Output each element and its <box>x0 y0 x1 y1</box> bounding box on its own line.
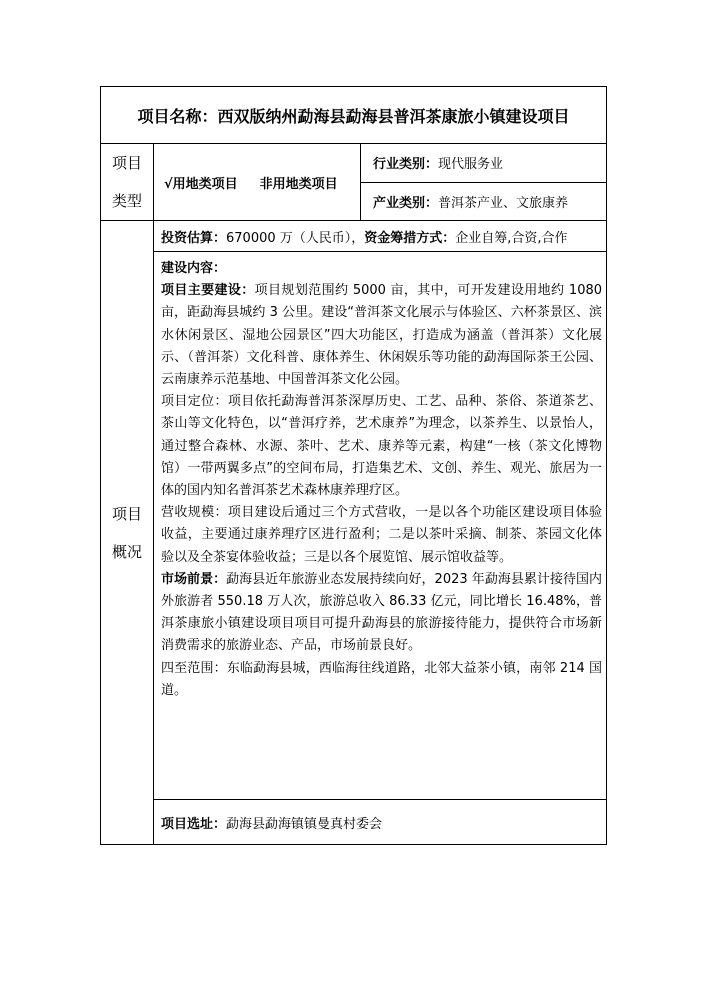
investment-label: 投资估算： <box>161 230 227 246</box>
industry-category-cell <box>361 144 607 183</box>
construction-content-heading: 建设内容： <box>161 261 227 276</box>
market-text: 勐海县近年旅游业态发展持续向好，2023 年勐海县累计接待国内外旅游者 550.18 万人次，旅游总收入 86.33 亿元，同比增长 16.48%，普洱茶康旅小镇建设项目项目可提升勐海县的旅游接待能力，提供符合市场新消费需求的旅游业态、产品，市场前景良好。 <box>161 571 603 654</box>
project-type-label-line1: 项目 <box>111 154 142 172</box>
main-construction-paragraph <box>161 280 602 391</box>
market-paragraph <box>161 569 602 658</box>
address-label: 项目选址： <box>161 816 227 832</box>
industry-category-label: 行业类别： <box>373 157 439 173</box>
main-construction-label: 项目主要建设： <box>161 283 255 299</box>
funding-label: 资金筹措方式： <box>364 230 456 246</box>
product-category-value: 普洱茶产业、文旅康养 <box>438 195 569 211</box>
industry-category-value: 现代服务业 <box>438 157 504 173</box>
project-title: 项目名称：西双版纳州勐海县勐海县普洱茶康旅小镇建设项目 <box>101 87 607 144</box>
main-construction-text: 项目规划范围约 5000 亩，其中，可开发建设用地约 1080 亩，距勐海县城约 3 公里。建设“普洱茶文化展示与体验区、六杯茶景区、滨水休闲景区、湿地公园景区”四大功能区，打造成为涵盖（普洱茶）文化展示、（普洱茶）文化科普、康体养生、休闲娱乐等功能的勐海国际茶王公园、云南康养示范基地、中国普洱茶文化公园。 <box>161 283 603 388</box>
project-address-cell <box>154 800 607 845</box>
market-label: 市场前景： <box>161 571 227 587</box>
product-category-label: 产业类别： <box>373 195 439 211</box>
overview-label <box>101 221 154 845</box>
product-category-cell <box>361 182 607 221</box>
revenue-paragraph: 营收规模：项目建设后通过三个方式营收，一是以各个功能区建设项目体验收益，主要通过康养理疗区进行盈利；二是以茶叶采摘、制茶、茶园文化体验以及全茶宴体验收益；三是以各个展览馆、展示馆收益等。 <box>161 505 603 565</box>
overview-label-line1: 项目 <box>111 504 142 523</box>
construction-content-cell <box>154 252 607 800</box>
land-use-checked-option: √用地类项目 <box>164 176 238 192</box>
funding-value: 企业自筹,合资,合作 <box>455 230 568 246</box>
address-value: 勐海县勐海镇镇曼真村委会 <box>226 816 383 832</box>
boundary-paragraph: 四至范围：东临勐海县城，西临海往线道路，北邻大益茶小镇，南邻 214 国道。 <box>161 660 603 698</box>
project-type-label <box>101 144 154 221</box>
non-land-use-option: 非用地类项目 <box>259 176 338 192</box>
project-type-label-line2: 类型 <box>111 192 142 210</box>
land-use-type-cell <box>154 144 361 221</box>
project-info-table <box>100 86 607 845</box>
overview-label-line2: 概况 <box>111 542 142 561</box>
investment-value: 670000 万（人民币）， <box>226 230 365 246</box>
investment-cell <box>154 221 607 252</box>
positioning-paragraph: 项目定位：项目依托勐海普洱茶深厚历史、工艺、品种、茶俗、茶道茶艺、茶山等文化特色，以“普洱疗养，艺术康养”为理念，以茶养生、以景怡人，通过整合森林、水源、茶叶、艺术、康养等元素，构建“一核（茶文化博物馆）一带两翼多点”的空间布局，打造集艺术、文创、养生、观光、旅居为一体的国内知名普洱茶艺术森林康养理疗区。 <box>161 394 603 499</box>
